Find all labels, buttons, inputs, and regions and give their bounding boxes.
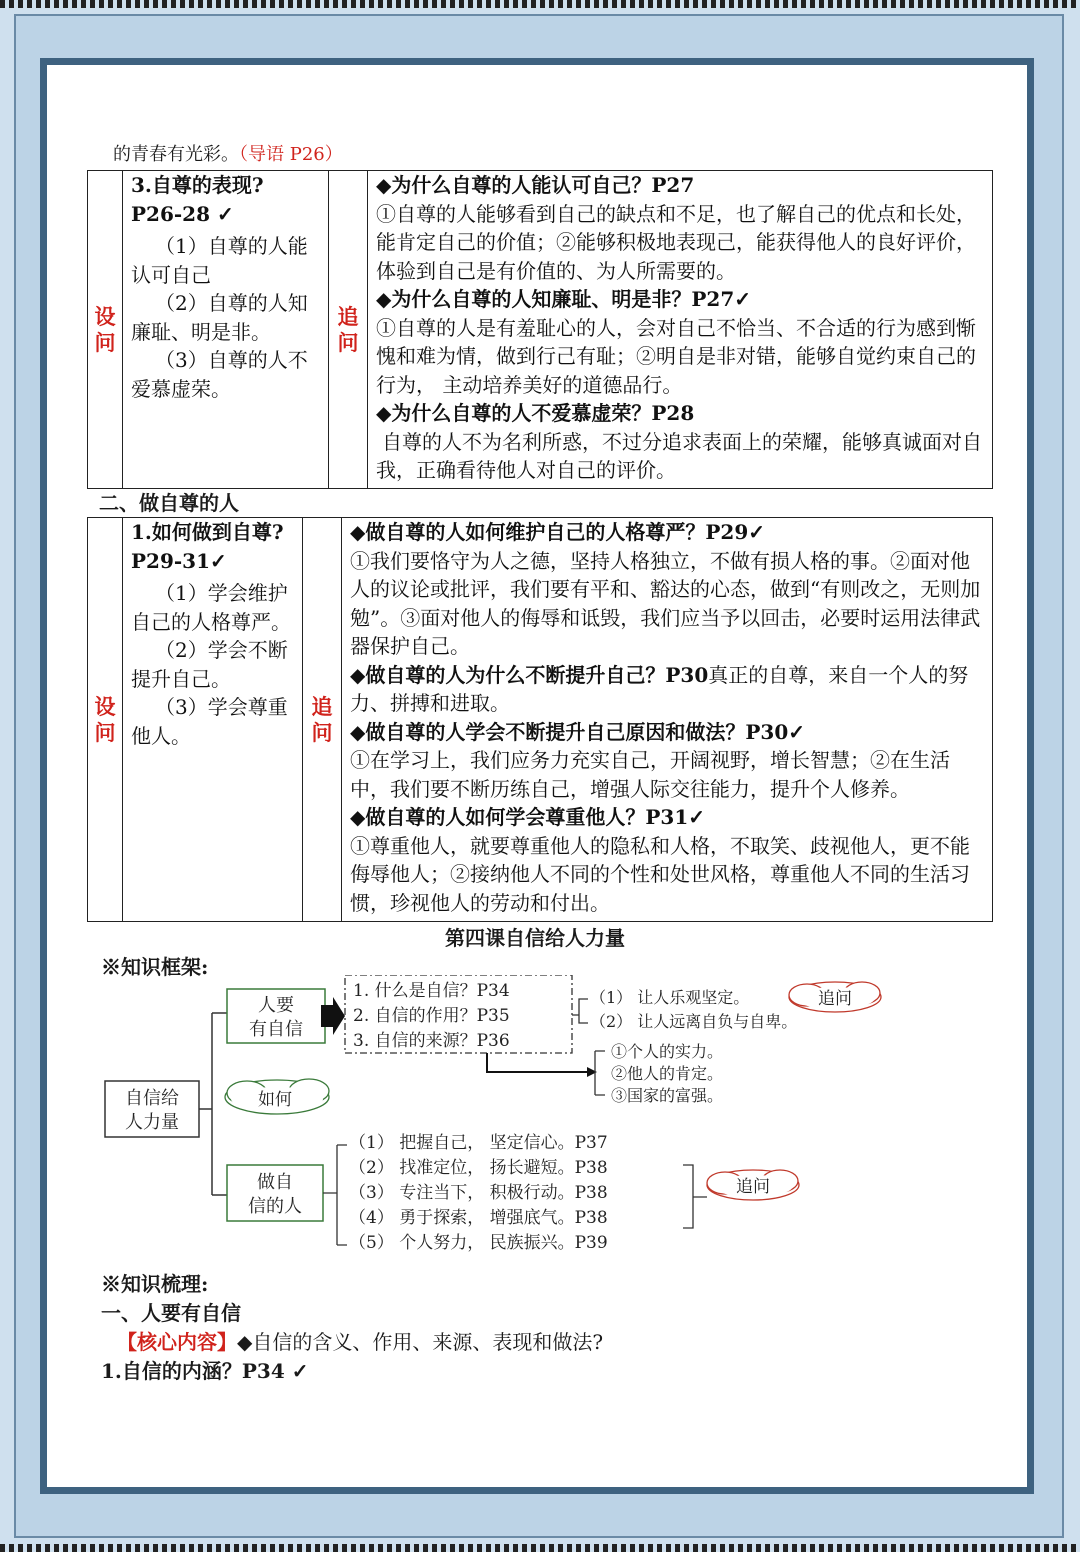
way-item: （1） 把握自己， 坚定信心。P37 [349,1133,608,1153]
table2-question: ◆做自尊的人如何学会尊重他人？P31✓ [350,805,706,829]
node1-line1: 人要 [258,995,294,1016]
knowledge-framework-diagram [47,975,1027,1265]
node2-line1: 做自 [257,1172,293,1193]
table1-left-cell [123,171,329,489]
way-item: （4） 勇于探索， 增强底气。P38 [349,1208,608,1228]
cloud-ask-1 [789,982,881,1012]
source-item: ③国家的富强。 [611,1086,724,1105]
table-self-respect-performance [87,170,993,489]
section-heading-be-self-respecting: 二、做自尊的人 [99,491,239,515]
effect-item: （2） 让人远离自负与自卑。 [590,1012,798,1031]
table2-question: ◆做自尊的人如何维护自己的人格尊严？P29✓ [350,520,766,544]
table1-left-item: （1）自尊的人能认可自己 [131,234,308,287]
table1-answer: ①自尊的人是有羞耻心的人，会对自己不恰当、不合适的行为感到惭愧和难为情，做到行己有耻；②明自是非对错，能够自觉约束自己的行为， 主动培养美好的道德品行。 [376,315,976,397]
core-content-line [117,1328,603,1356]
way-item: （2） 找准定位， 扬长避短。P38 [349,1158,608,1178]
table1-left-title: 3.自尊的表现? [131,173,264,197]
continuation-text: 的青春有光彩。 [113,144,239,165]
label-sheji-2: 设问 [88,518,123,922]
table-how-self-respect [87,517,993,922]
table2-question: ◆做自尊的人学会不断提升自己原因和做法？P30✓ [350,719,806,744]
cloud-how-text: 如何 [258,1090,292,1110]
framework-label: ※知识框架: [101,955,209,979]
way-item: （3） 专注当下， 积极行动。P38 [349,1183,608,1203]
table1-answer: ①自尊的人能够看到自己的缺点和不足，也了解自己的优点和长处，能肯定自己的价值；②能够积极地表现己，能获得他人的良好评价，体验到自己是有价值的、为人所需要的。 [376,201,976,283]
core-label: 【核心内容】 [117,1330,237,1354]
lesson-title: 第四课自信给人力量 [445,926,625,950]
source-item: ①个人的实力。 [611,1042,724,1061]
table2-right-cell [342,518,993,922]
table2-answer: 真正的自尊，来自一个人的努力、拼搏和进取。 [350,662,969,715]
cloud-ask-2-text: 追问 [736,1177,770,1197]
framework-question: 1. 什么是自信？P34 [353,981,510,1001]
table1-right-cell [368,171,993,489]
top-border-dots [0,0,1080,8]
table1-left-item: （3）自尊的人不爱慕虚荣。 [131,348,308,401]
table1-question: ◆为什么自尊的人不爱慕虚荣？P28 [376,401,695,425]
effect-item: （1） 让人乐观坚定。 [590,988,750,1007]
continuation-line [113,141,343,169]
framework-question: 2. 自信的作用？P35 [353,1006,510,1026]
label-zhuiwen-2: 追问 [303,518,342,922]
table1-answer: 自尊的人不为名利所惑，不过分追求表面上的荣耀，能够真诚面对自我，正确看待他人对自己的评价。 [376,429,982,482]
way-item: （5） 个人努力， 民族振兴。P39 [349,1233,608,1253]
continuation-ref: （导语 P26） [239,144,343,165]
framework-question: 3. 自信的来源？P36 [353,1031,510,1051]
cloud-ask-2 [707,1170,799,1200]
table2-answer: ①尊重他人，就要尊重他人的隐私和人格，不取笑、歧视他人，更不能侮辱他人；②接纳他人不同的个性和处世风格，尊重他人不同的生活习惯，珍视他人的劳动和付出。 [350,833,970,915]
review-label: ※知识梳理: [101,1272,209,1296]
section-heading-have-confidence: 一、人要有自信 [101,1301,241,1325]
node1-line2: 有自信 [249,1019,303,1040]
root-node-line2: 人力量 [125,1112,179,1133]
table2-left-cell [123,518,303,922]
table2-left-item: （3）学会尊重他人。 [131,695,288,748]
table2-answer: ①在学习上，我们应务力充实自己，开阔视野，增长智慧；②在生活中，我们要不断历练自己，增强人际交往能力，提升个人修养。 [350,748,950,801]
document-page [47,65,1027,1487]
bottom-border-dots [0,1544,1080,1552]
node2-line2: 信的人 [248,1196,302,1217]
table2-answer: ①我们要恪守为人之德，坚持人格独立，不做有损人格的事。②面对他人的议论或批评，我们要有平和、豁达的心态，做到“有则改之，无则加勉”。③面对他人的侮辱和诋毁，我们应当予以回击，必要时运用法律武器保护自己。 [350,548,981,658]
cloud-how [225,1079,329,1114]
table2-left-item: （2）学会不断提升自己。 [131,638,288,691]
item-confidence-meaning: 1.自信的内涵？P34 ✓ [101,1359,309,1383]
table1-left-item: （2）自尊的人知廉耻、明是非。 [131,291,308,344]
cloud-ask-1-text: 追问 [818,989,852,1009]
table1-question: ◆为什么自尊的人知廉耻、明是非？P27✓ [376,287,752,311]
table2-question: ◆做自尊的人为什么不断提升自己？P30 [350,662,709,687]
table2-left-item: （1）学会维护自己的人格尊严。 [131,581,291,634]
core-text: ◆自信的含义、作用、来源、表现和做法? [237,1330,604,1354]
table1-left-pages: P26-28 ✓ [131,201,234,226]
root-node-line1: 自信给 [125,1088,179,1109]
table2-left-title: 1.如何做到自尊?P29-31✓ [131,520,284,573]
label-sheji-1: 设问 [88,171,123,489]
source-item: ②他人的肯定。 [611,1064,724,1083]
table1-question: ◆为什么自尊的人能认可自己？P27 [376,173,695,197]
label-zhuiwen-1: 追问 [329,171,368,489]
